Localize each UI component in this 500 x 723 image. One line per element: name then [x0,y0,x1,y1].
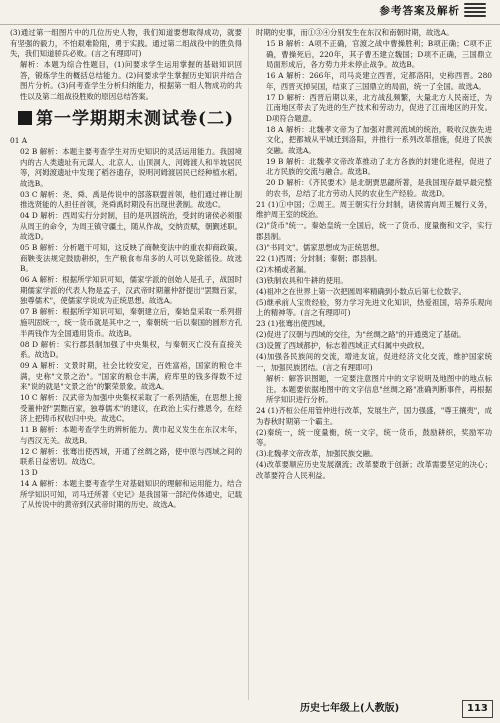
answer-explanation: 07 B 解析：根据所学知识可知，秦朝建立后，秦始皇采取一系列措施巩固统一，统一货币就是其中之一，秦朝统一后以秦国的圆形方孔半两钱作为全国通用货币。故选B。 [20,307,242,338]
answer-text: 22 (1)西周；分封制；秦朝；郡县制。 [256,253,382,263]
answer-explanation: 解析：本题为综合性题目，(1)问要求学生运用掌握的基础知识回答，锻炼学生的概括总结能力。(2)问要求学生掌握历史知识并结合图片分析。(3)问考查学生分析归纳能力，根据第一组人物成功的共性以及第二组战役胜败的原因总结答案。 [20,60,242,101]
section-title-text: 第一学期期末测试卷(二) [35,109,235,130]
answer-explanation: 19 B 解析：北魏孝文帝改革推动了北方各族的封建化进程，促进了北方民族的交流与融合。故选B。 [266,156,492,177]
section-title [10,107,242,131]
answer-explanation: 18 A 解析：北魏孝文帝为了加强对黄河流域的统治，吸收汉族先进文化，把都城从平城迁到洛阳，并推行一系列改革措施，促进了民族交融。故选A。 [266,124,492,155]
answer-text: (3)通过第一组图片中的几位历史人物，我们知道要想取得成功，就要有坚强的毅力，不怕艰难险阻，勇于实践。通过第二组战役中的胜负得失，我们知道骄兵必败。(言之有理即可) [10,28,242,59]
header-title: 参考答案及解析 [379,5,460,17]
footer-book-title: 历史七年级上(人教版) [300,703,400,714]
answer-text: 23 (1)张骞出使西域。 [256,319,330,329]
answer-explanation: 20 D 解析：《齐民要术》是北朝贾思勰所著，是我国现存最早最完整的农书，总结了北方劳动人民的农业生产经验。故选D。 [266,178,492,198]
answer-explanation: 17 D 解析：西晋后期以来，北方战乱频繁，大量北方人民南迁，为江南地区带去了先进的生产技术和劳动力，促进了江南地区的开发。D项符合题意。 [266,92,492,123]
page-footer [270,700,490,718]
answer-explanation: 解析：解答识图题，一定要注意图片中的文字说明及地图中的地点标注。本题要依据地图中的文字信息"丝绸之路"准确判断事件，再根据所学知识进行分析。 [266,374,492,405]
answer-text: 24 (1)齐桓公任用管仲进行改革，发展生产，国力强盛，"尊王攘夷"，成为春秋时期第一个霸主。 [256,406,492,426]
answer-explanation: 05 B 解析：分析题干可知，这反映了商鞅变法中的重农抑商政策。商鞅变法规定鼓励耕织，生产粮食布帛多的人可以免除徭役。故选B。 [20,243,242,274]
answer-text: (3)设置了西域都护，标志着西域正式归属中央政权。 [256,341,430,351]
answer-text: (2)秦统一，统一度量衡，统一文字，统一货币，鼓励耕织，奖励军功等。 [256,427,492,448]
answer-explanation: 14 A 解析：本题主要考查学生对基础知识的理解和运用能力。结合所学知识可知，司马迁所著《史记》是我国第一部纪传体通史，记载了从传说中的黄帝到汉武帝时期的历史。故选A。 [20,479,242,510]
column-divider [248,28,249,700]
answer-text: (2)促进了汉朝与西域的交往，为"丝绸之路"的开通奠定了基础。 [256,330,466,340]
answer-text: (2)木桶或者漏。 [256,264,311,274]
answer-text: (3)铁制农具和牛耕的使用。 [256,275,348,285]
answer-explanation: 08 D 解析：实行郡县制加强了中央集权，与秦朝灭亡没有直接关系。故选D。 [20,339,242,360]
answer-text: (4)祖冲之在世界上第一次把圆周率精确到小数点后第七位数字。 [256,286,467,296]
answer-explanation: 04 D 解析：西周实行分封制，目的是巩固统治，受封的诸侯必须服从周王的命令，为周王镇守疆土，随从作战，交纳贡赋，朝觐述职。故选D。 [20,211,242,242]
answer-text: (4)改革要顺应历史发展潮流；改革要敢于创新；改革需要坚定的决心；改革要符合人民利益。 [256,460,492,480]
answer-explanation: 13 D [20,468,38,478]
page-number: 113 [462,700,493,718]
answer-text: (5)继承前人宝贵经验，努力学习先进文化知识，热爱祖国，培养乐观向上的精神等。(言之有理即可) [256,297,492,318]
answer-explanation: 09 A 解析：文景时期，社会比较安定，百姓富裕，国家的粮仓丰满，史称"文景之治"。"国家的粮仓丰满，府库里的钱多得数不过来"说的就是"文景之治"的繁荣景象。故选A。 [20,361,242,392]
book-stack-icon [464,3,486,19]
answer-text: (3)北魏孝文帝改革，加强民族交融。 [256,449,378,459]
answer-explanation: 12 C 解析：张骞出使西域，开通了丝绸之路，使中原与西域之间的联系日益密切。故选C。 [20,446,242,467]
answer-text: 21 (1)①中国；②周王。周王朝实行分封制，诸侯需向周王履行义务，维护周王室的统治。 [256,199,492,220]
answer-explanation: 10 C 解析：汉武帝为加强中央集权采取了一系列措施，在思想上接受董仲舒"罢黜百家，独尊儒术"的建议，在政治上实行推恩令，在经济上把铸币权收归中央。故选C。 [20,393,242,424]
answer-text: (2)"货币"统一。秦始皇统一全国后，统一了货币、度量衡和文字，实行郡县制。 [256,221,492,241]
answer-text: (3)"书同文"。儒家思想成为正统思想。 [256,242,385,252]
answer-explanation: 16 A 解析：266年，司马炎建立西晋，定都洛阳，史称西晋。280年，西晋灭掉吴国，结束了三国鼎立的局面，统一了全国。故选A。 [266,71,492,91]
answer-text: 时期的史事，而①③④分别发生在东汉和南朝时期，故选A。 [256,28,454,37]
left-column [10,28,242,688]
answer-text: (4)加强各民族间的交流，增进友谊，促进经济文化交流，维护国家统一，加强民族团结。(言之有理即可) [256,352,492,372]
answer-text: 01 A [10,136,28,146]
answer-explanation: 02 B 解析：本题主要考查学生对历史知识的灵活运用能力。我国境内的古人类遗址有元谋人、北京人、山顶洞人、河姆渡人和半坡居民等，河姆渡遗址中发现了稻谷遗存，说明河姆渡居民已经种植水稻。故选B。 [20,147,242,188]
answer-explanation: 03 C 解析：尧、舜、禹是传说中的部落联盟首领，他们通过禅让制推选贤能的人担任首领，尧舜禹时期没有出现世袭制。故选C。 [20,189,242,210]
answer-explanation: 06 A 解析：根据所学知识可知，儒家学派的创始人是孔子，战国时期儒家学派的代表人物是孟子，汉武帝时期董仲舒提出"罢黜百家，独尊儒术"，使儒家学说成为正统思想。故选A。 [20,275,242,306]
answer-explanation: 15 B 解析：A项不正确，官渡之战中曹操胜利；B项正确；C项不正确，曹操死后，220年，其子曹丕建立魏国；D项不正确，三国鼎立局面形成后，各方势力并未停止战争。故选B。 [266,39,492,70]
page-header [0,0,500,25]
right-column [256,28,492,688]
answer-explanation: 11 B 解析：本题考查学生的辨析能力。黄巾起义发生在东汉末年，与西汉无关。故选B。 [20,425,242,445]
title-marker-icon [18,111,32,125]
